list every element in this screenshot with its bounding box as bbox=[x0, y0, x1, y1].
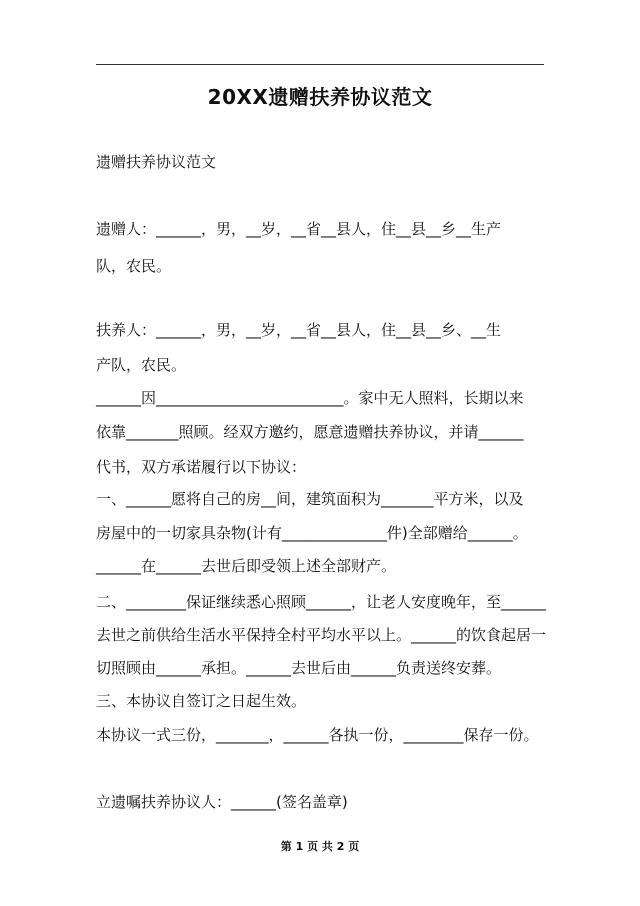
clause-2-line-2: 去世之前供给生活水平保持全村平均水平以上。______的饮食起居一 bbox=[96, 626, 547, 644]
clause-1-line-1: 一、______愿将自己的房__间，建筑面积为_______平方米，以及 bbox=[96, 490, 524, 508]
document-subtitle: 遗赠扶养协议范文 bbox=[96, 153, 217, 171]
clause-2-line-3: 切照顾由______承担。______去世后由______负责送终安葬。 bbox=[96, 659, 502, 677]
reason-line-3: 代书，双方承诺履行以下协议： bbox=[96, 458, 307, 476]
clause-1-line-3: ______在______去世后即受领上述全部财产。 bbox=[96, 557, 397, 575]
bequeather-line-1: 遗赠人：______，男，__岁，__省__县人，住__县__乡__生产 bbox=[96, 220, 502, 238]
signature-line: 立遗嘱扶养协议人：______(签名盖章) bbox=[96, 793, 348, 811]
header-divider bbox=[96, 64, 544, 65]
supporter-line-1: 扶养人：______，男，__岁，__省__县人，住__县__乡、__生 bbox=[96, 321, 502, 339]
reason-line-2: 依靠_______照顾。经双方邀约，愿意遗赠扶养协议，并请______ bbox=[96, 423, 524, 441]
clause-1-line-2: 房屋中的一切家具杂物(计有______________件)全部赠给______。 bbox=[96, 524, 528, 542]
bequeather-line-2: 队，农民。 bbox=[96, 257, 172, 275]
copies-line: 本协议一式三份，_______，______各执一份，________保存一份。 bbox=[96, 726, 539, 744]
reason-line-1: ______因_________________________。家中无人照料，长期以来 bbox=[96, 389, 524, 407]
supporter-line-2: 产队，农民。 bbox=[96, 356, 187, 374]
page-number: 第 1 页 共 2 页 bbox=[280, 840, 360, 853]
clause-3-line: 三、本协议自签订之日起生效。 bbox=[96, 692, 307, 710]
document-title: 20XX遗赠扶养协议范文 bbox=[207, 85, 433, 109]
clause-2-line-1: 二、________保证继续悉心照顾______，让老人安度晚年，至______ bbox=[96, 593, 547, 611]
